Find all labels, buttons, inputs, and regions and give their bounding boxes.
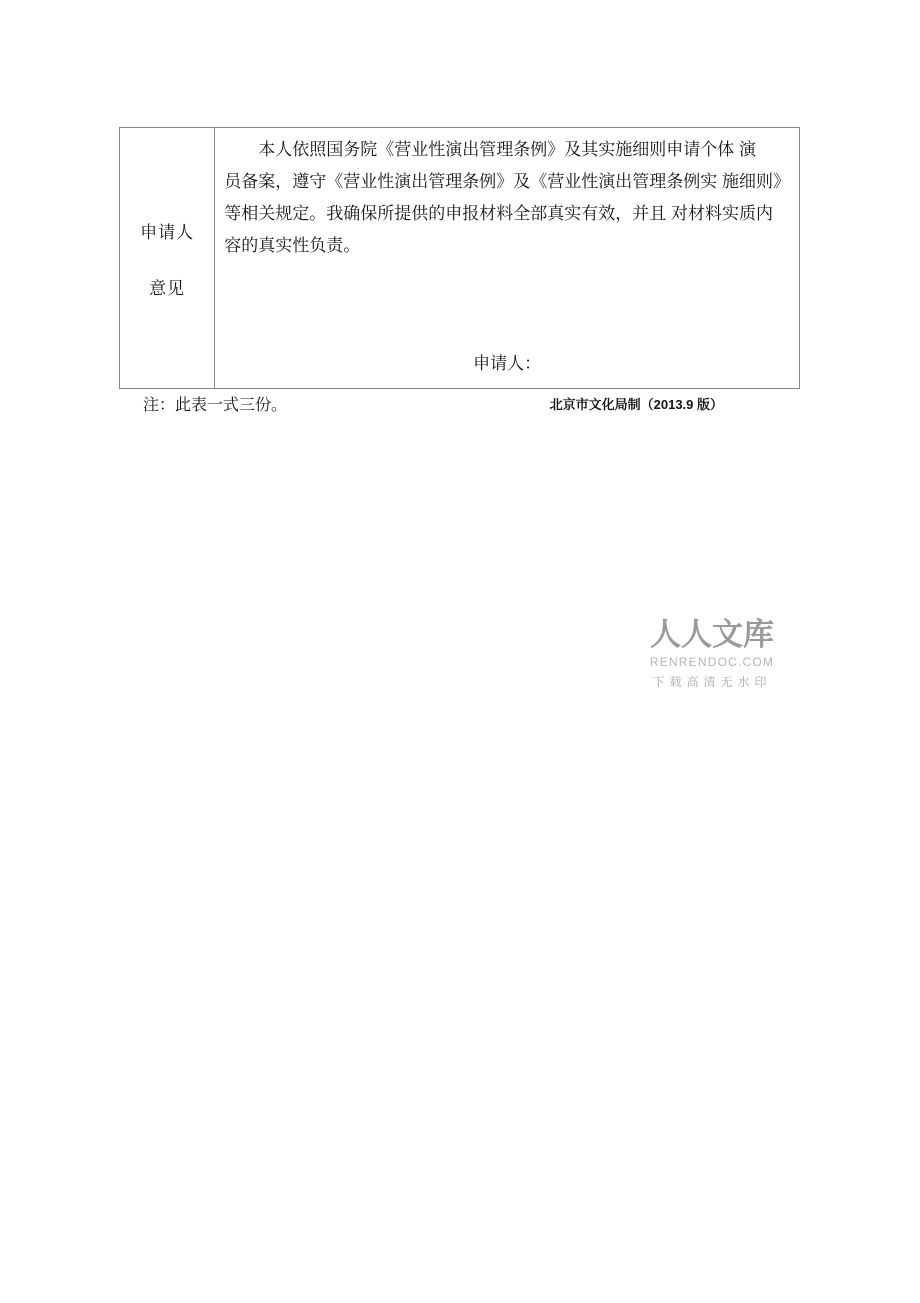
- row-header-label-line1: 申请人: [140, 222, 195, 242]
- opinion-content-cell: [215, 128, 799, 388]
- row-header-label-line2: 意见: [149, 278, 186, 298]
- issuing-bureau-label: 北京市文化局制（2013.9 版）: [549, 397, 723, 412]
- applicant-opinion-table: [119, 127, 800, 389]
- renrendoc-watermark: [648, 617, 776, 690]
- signature-label: 申请人：: [473, 354, 542, 373]
- row-header-cell: [120, 128, 215, 388]
- declaration-line: 等相关规定。我确保所提供的申报材料全部真实有效，并且 对材料实质内: [224, 204, 773, 223]
- watermark-domain-text: RENRENDOC.COM: [649, 655, 775, 669]
- copies-note: 注：此表一式三份。: [143, 397, 288, 414]
- table-footnote-row: [119, 392, 800, 415]
- declaration-line: 员备案，遵守《营业性演出管理条例》及《营业性演出管理条例实 施细则》: [224, 172, 790, 191]
- declaration-line: 本人依照国务院《营业性演出管理条例》及其实施细则申请个体 演: [258, 140, 756, 159]
- watermark-logo-text: 人人文库: [650, 617, 774, 653]
- declaration-paragraph: [224, 134, 790, 262]
- declaration-line: 容的真实性负责。: [224, 236, 361, 255]
- watermark-tagline-text: 下载高清无水印: [652, 675, 772, 689]
